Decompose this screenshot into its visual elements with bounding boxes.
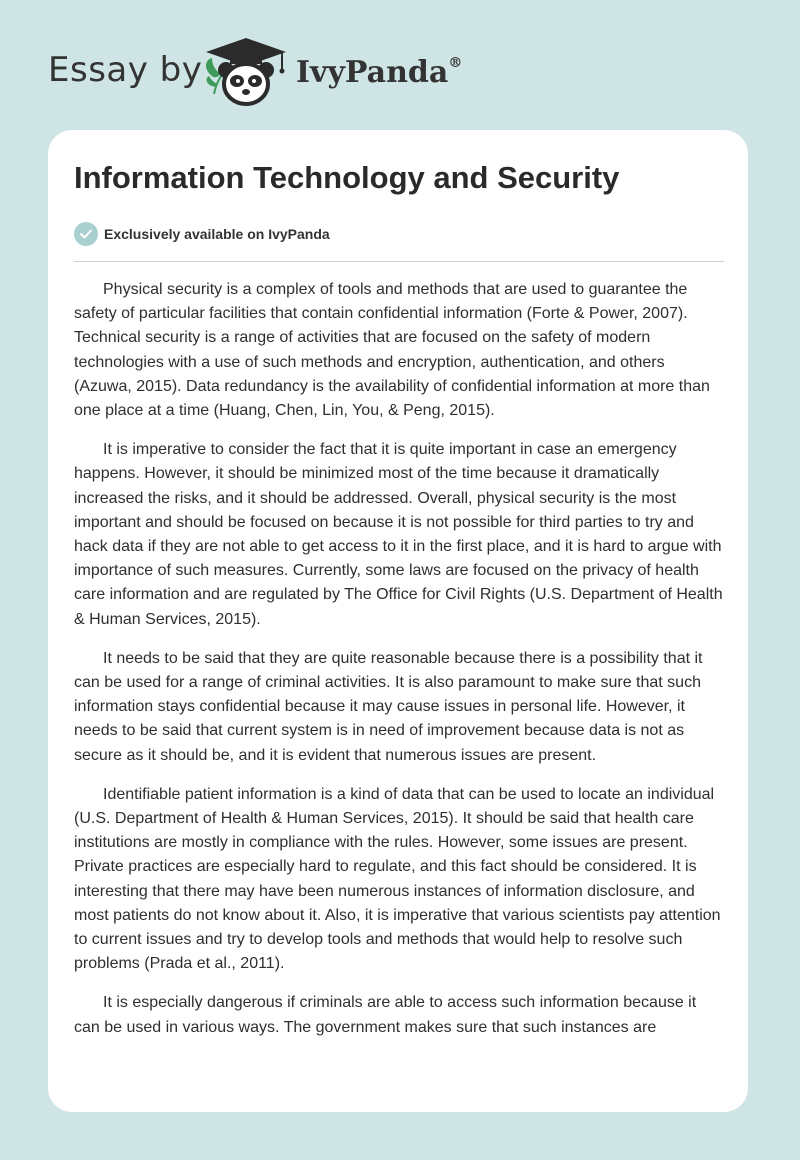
exclusive-badge	[74, 222, 330, 246]
paragraph: It is especially dangerous if criminals are able to access such information because it can be used in various ways. The government makes sure that such instances are	[74, 994, 697, 1036]
essay-card	[48, 130, 748, 1112]
essay-body	[74, 278, 724, 1055]
paragraph: It is imperative to consider the fact that it is quite important in case an emergency happens. However, it should be minimized most of the time because it dramatically increased the risks, and it should be addressed. Overall, physical security is the most important and should be focused on because it is not possible for third parties to try and hack data if they are not able to get access to it in the first place, and it is hard to argue with importance of such measures. Currently, some laws are focused on the privacy of health care information and are regulated by The Office for Civil Rights (U.S. Department of Health & Human Services, 2015).	[74, 441, 723, 628]
paragraph: Identifiable patient information is a kind of data that can be used to locate an individual (U.S. Department of Health & Human Services, 2015). It should be said that health care institutions are mostly in compliance with the rules. However, some issues are present. Private practices are especially hard to regulate, and this fact should be considered. It is interesting that there may have been numerous instances of information disclosure, and most patients do not know about it. Also, it is imperative that various scientists pay attention to current issues and try to develop tools and methods that would help to resolve such problems (Prada et al., 2011).	[74, 785, 721, 973]
essay-by-label: Essay by	[48, 50, 203, 90]
paragraph: It needs to be said that they are quite reasonable because there is a possibility that it can be used for a range of criminal activities. It is also paramount to make sure that such information stays confidential because it may cause issues in personal life. However, it needs to be said that current system is in need of improvement because data is not as secure as it should be, and it is evident that numerous issues are present.	[74, 649, 703, 764]
check-circle-icon	[74, 222, 98, 246]
exclusive-badge-label: Exclusively available on IvyPanda	[104, 226, 330, 242]
brand-name[interactable]	[296, 55, 462, 90]
site-header	[0, 0, 800, 128]
ivypanda-logo-icon[interactable]	[200, 36, 292, 108]
paragraph: Physical security is a complex of tools and methods that are used to guarantee the safety of particular facilities that contain confidential information (Forte & Power, 2007). Technical security is a range of activities that are focused on the safety of modern technologies with a use of such methods and encryption, authentication, and others (Azuwa, 2015). Data redundancy is the availability of confidential information at more than one place at a time (Huang, Chen, Lin, You, & Peng, 2015).	[74, 281, 710, 420]
page-title: Information Technology and Security	[74, 160, 620, 195]
brand-text: IvyPanda	[296, 55, 449, 90]
divider	[74, 261, 724, 262]
registered-mark: ®	[448, 55, 463, 71]
